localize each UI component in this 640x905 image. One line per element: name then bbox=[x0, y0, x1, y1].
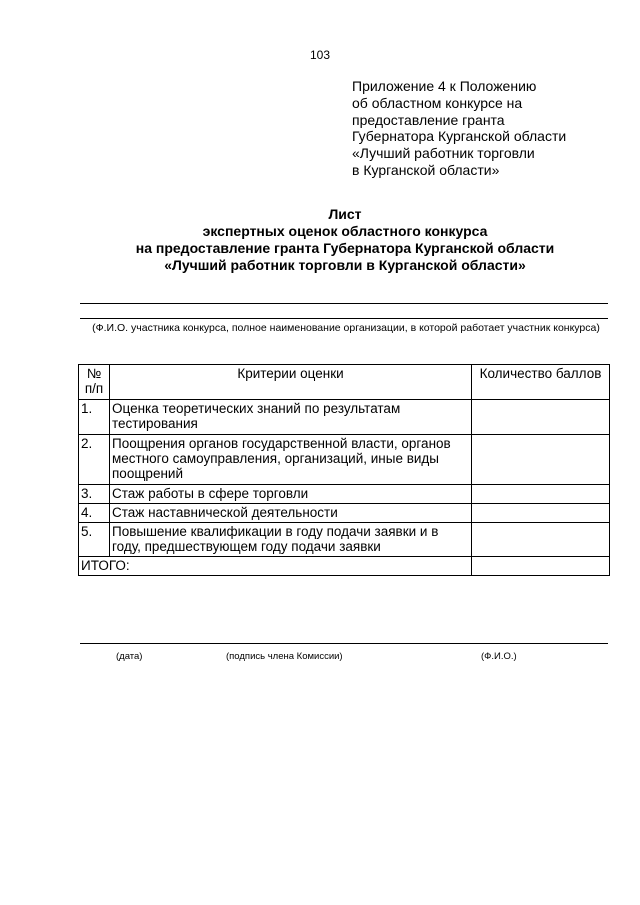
total-points bbox=[472, 557, 610, 576]
participant-line-1 bbox=[80, 303, 608, 304]
date-label: (дата) bbox=[116, 651, 143, 662]
title-line: Лист bbox=[328, 206, 362, 222]
row-num: 1. bbox=[79, 400, 110, 435]
appendix-header bbox=[352, 78, 632, 179]
page-number: 103 bbox=[309, 48, 331, 62]
total-label: ИТОГО: bbox=[79, 557, 472, 576]
row-points bbox=[472, 504, 610, 523]
row-num: 4. bbox=[79, 504, 110, 523]
name-label: (Ф.И.О.) bbox=[481, 651, 517, 662]
table-total-row bbox=[79, 557, 610, 576]
header-num: № п/п bbox=[79, 365, 110, 400]
title-line: на предоставление гранта Губернатора Курганской области bbox=[135, 240, 555, 256]
row-num: 5. bbox=[79, 523, 110, 557]
appendix-line: Приложение 4 к Положению bbox=[352, 78, 537, 94]
table-row bbox=[79, 504, 610, 523]
row-points bbox=[472, 523, 610, 557]
table-header-row bbox=[79, 365, 610, 400]
appendix-line: Губернатора Курганской области bbox=[352, 128, 567, 145]
row-criterion: Стаж работы в сфере торговли bbox=[110, 485, 472, 504]
row-points bbox=[472, 400, 610, 435]
participant-line-2 bbox=[80, 318, 608, 319]
signature-line bbox=[80, 643, 608, 644]
row-criterion: Поощрения органов государственной власти, органов местного самоуправления, организаций, иные виды поощрений bbox=[110, 435, 472, 485]
row-points bbox=[472, 485, 610, 504]
table-row bbox=[79, 400, 610, 435]
title-line: «Лучший работник торговли в Курганской области» bbox=[164, 257, 526, 273]
row-points bbox=[472, 435, 610, 485]
participant-caption: (Ф.И.О. участника конкурса, полное наименование организации, в которой работает участник конкурса) bbox=[92, 322, 600, 334]
appendix-line: в Курганской области» bbox=[352, 161, 500, 178]
row-criterion: Оценка теоретических знаний по результатам тестирования bbox=[110, 400, 472, 435]
table-row bbox=[79, 435, 610, 485]
appendix-line: об областном конкурсе на bbox=[352, 94, 523, 111]
row-criterion: Стаж наставнической деятельности bbox=[110, 504, 472, 523]
criteria-table bbox=[78, 364, 610, 576]
row-num: 3. bbox=[79, 485, 110, 504]
header-criteria: Критерии оценки bbox=[110, 365, 472, 400]
table-row bbox=[79, 485, 610, 504]
title-line: экспертных оценок областного конкурса bbox=[202, 223, 488, 239]
signature-label: (подпись члена Комиссии) bbox=[226, 651, 343, 662]
row-criterion: Повышение квалификации в году подачи заявки и в году, предшествующем году подачи заявки bbox=[110, 523, 472, 557]
appendix-line: «Лучший работник торговли bbox=[352, 145, 535, 162]
table-row bbox=[79, 523, 610, 557]
document-title bbox=[0, 206, 640, 274]
header-points: Количество баллов bbox=[472, 365, 610, 400]
row-num: 2. bbox=[79, 435, 110, 485]
appendix-line: предоставление гранта bbox=[352, 111, 505, 128]
